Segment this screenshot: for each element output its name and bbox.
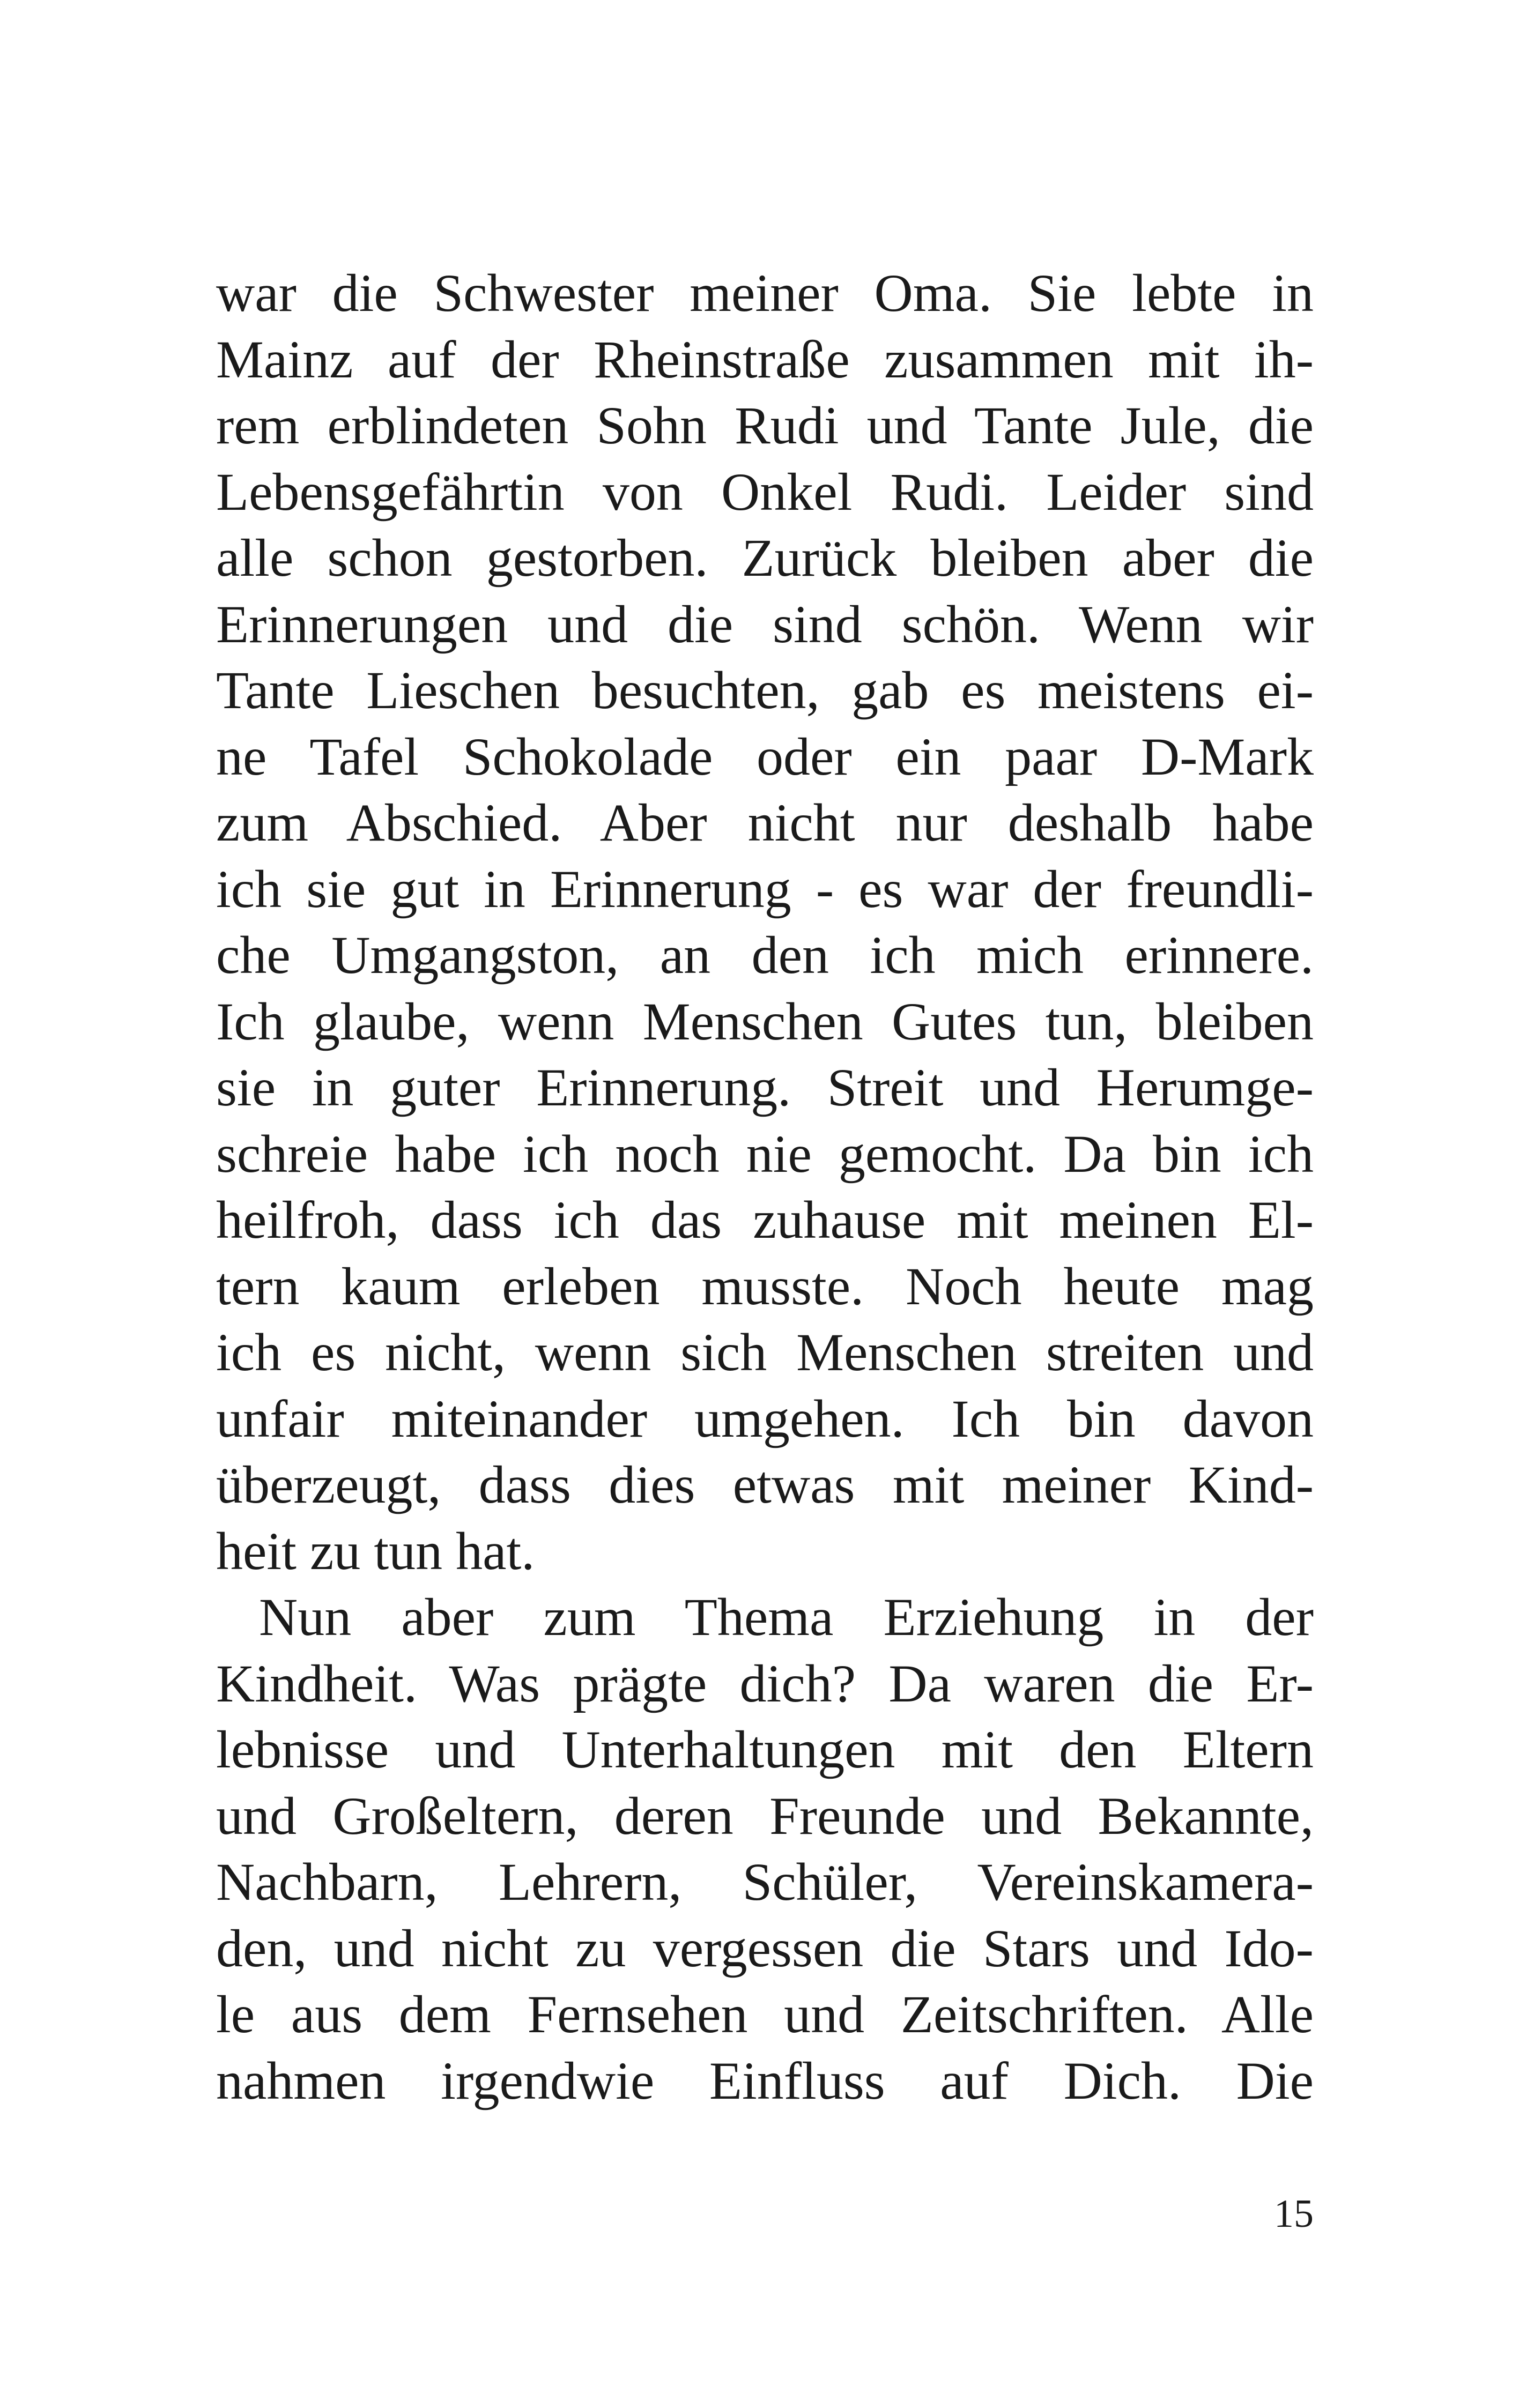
text-line: schreie habe ich noch nie gemocht. Da bin ich xyxy=(216,1124,1314,1184)
body-text xyxy=(216,260,1314,2114)
text-line: überzeugt, dass dies etwas mit meiner Kind- xyxy=(216,1455,1314,1514)
paragraph-first-line: Nun aber zum Thema Erziehung in der xyxy=(259,1587,1314,1647)
text-line: Tante Lieschen besuchten, gab es meistens ei- xyxy=(216,660,1314,720)
text-line: Erinnerungen und die sind schön. Wenn wir xyxy=(216,594,1314,654)
text-line: ich es nicht, wenn sich Menschen streiten und xyxy=(216,1322,1314,1382)
text-line: nahmen irgendwie Einfluss auf Dich. Die xyxy=(216,2050,1314,2110)
text-line: ich sie gut in Erinnerung - es war der freundli- xyxy=(216,859,1314,919)
text-line: Ich glaube, wenn Menschen Gutes tun, bleiben xyxy=(216,991,1314,1051)
text-line: le aus dem Fernsehen und Zeitschriften. Alle xyxy=(216,1985,1314,2044)
text-line: unfair miteinander umgehen. Ich bin davon xyxy=(216,1388,1314,1448)
text-line: sie in guter Erinnerung. Streit und Herumge- xyxy=(216,1058,1314,1117)
text-line: war die Schwester meiner Oma. Sie lebte in xyxy=(216,263,1314,323)
text-line: Nachbarn, Lehrern, Schüler, Vereinskamera- xyxy=(216,1852,1314,1912)
text-line: lebnisse und Unterhaltungen mit den Eltern xyxy=(216,1720,1314,1779)
text-line: che Umgangston, an den ich mich erinnere. xyxy=(216,925,1314,985)
page-number: 15 xyxy=(1274,2192,1314,2236)
text-line: rem erblindeten Sohn Rudi und Tante Jule, die xyxy=(216,396,1314,455)
text-line: alle schon gestorben. Zurück bleiben aber die xyxy=(216,528,1314,588)
text-line: Mainz auf der Rheinstraße zusammen mit ih- xyxy=(216,329,1314,389)
text-line: zum Abschied. Aber nicht nur deshalb habe xyxy=(216,793,1314,852)
text-line: ne Tafel Schokolade oder ein paar D-Mark xyxy=(216,726,1314,786)
text-line: tern kaum erleben musste. Noch heute mag xyxy=(216,1256,1314,1316)
text-line: den, und nicht zu vergessen die Stars und Ido- xyxy=(216,1918,1314,1978)
text-line: Lebensgefährtin von Onkel Rudi. Leider sind xyxy=(216,462,1314,522)
text-line: und Großeltern, deren Freunde und Bekannte, xyxy=(216,1786,1314,1846)
text-line: heilfroh, dass ich das zuhause mit meinen El- xyxy=(216,1190,1314,1250)
paragraph-last-line: heit zu tun hat. xyxy=(216,1521,535,1581)
text-line: Kindheit. Was prägte dich? Da waren die Er- xyxy=(216,1653,1314,1713)
